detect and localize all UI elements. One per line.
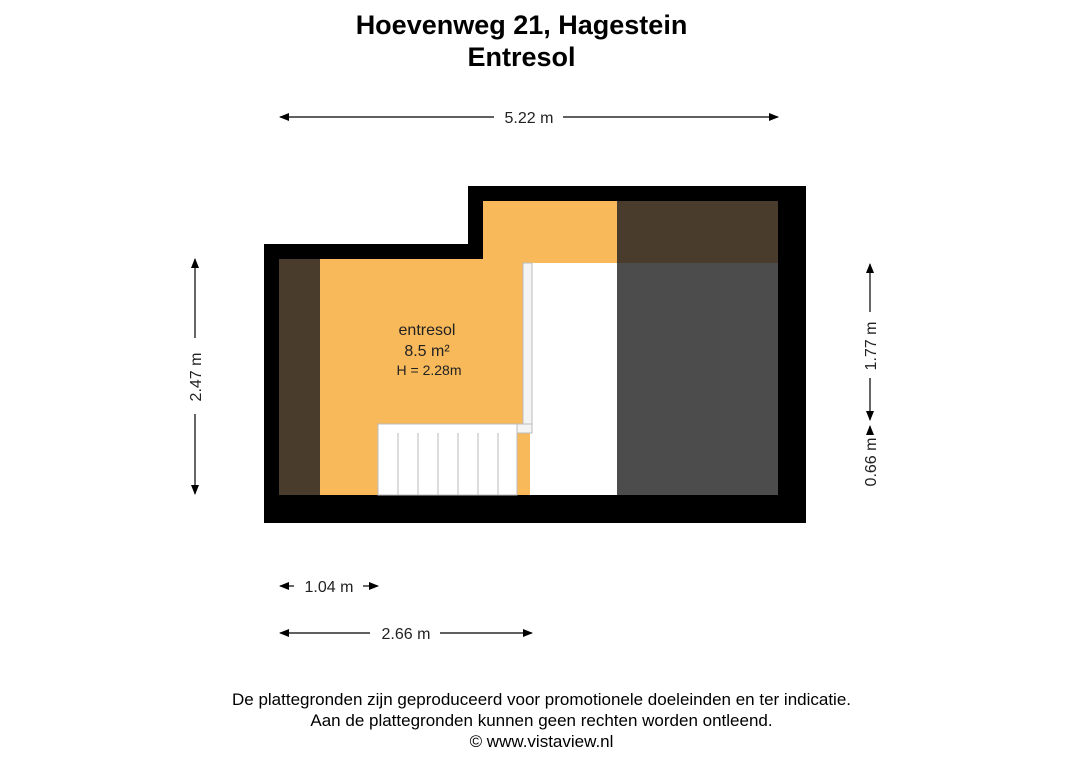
dimension-top-width-label: 5.22 m [504, 110, 554, 127]
top-right-low-ceiling [617, 201, 778, 263]
staircase [378, 424, 532, 495]
dimension-right-lower-label: 0.66 m [863, 437, 880, 487]
disclaimer-line-1: De plattegronden zijn geproduceerd voor promotionele doeleinden en ter indicatie. [231, 690, 852, 709]
plan-title-address: Hoevenweg 21, Hagestein [355, 10, 688, 40]
room-height: H = 2.28m [396, 362, 462, 378]
dimension-left-height [188, 259, 205, 494]
copyright-link[interactable]: © www.vistaview.nl [469, 732, 614, 751]
dimension-right-upper [863, 264, 880, 420]
disclaimer-line-2: Aan de plattegronden kunnen geen rechten worden ontleend. [310, 711, 773, 730]
stair-railing [523, 263, 532, 431]
room-name: entresol [398, 322, 456, 339]
dimension-bottom-long [280, 626, 532, 643]
left-low-ceiling-strip [279, 259, 320, 495]
dimension-bottom-long-label: 2.66 m [381, 626, 431, 643]
dimension-right-upper-label: 1.77 m [863, 321, 880, 371]
void-area [617, 263, 778, 495]
plan-title-floor: Entresol [467, 42, 576, 72]
dimension-bottom-short [280, 579, 378, 596]
dimension-bottom-short-label: 1.04 m [304, 579, 354, 596]
dimension-top-width [280, 110, 778, 127]
dimension-left-height-label: 2.47 m [188, 352, 205, 402]
dimension-right-lower [863, 426, 880, 486]
room-area: 8.5 m² [404, 343, 450, 360]
stairwell-opening [530, 263, 617, 495]
